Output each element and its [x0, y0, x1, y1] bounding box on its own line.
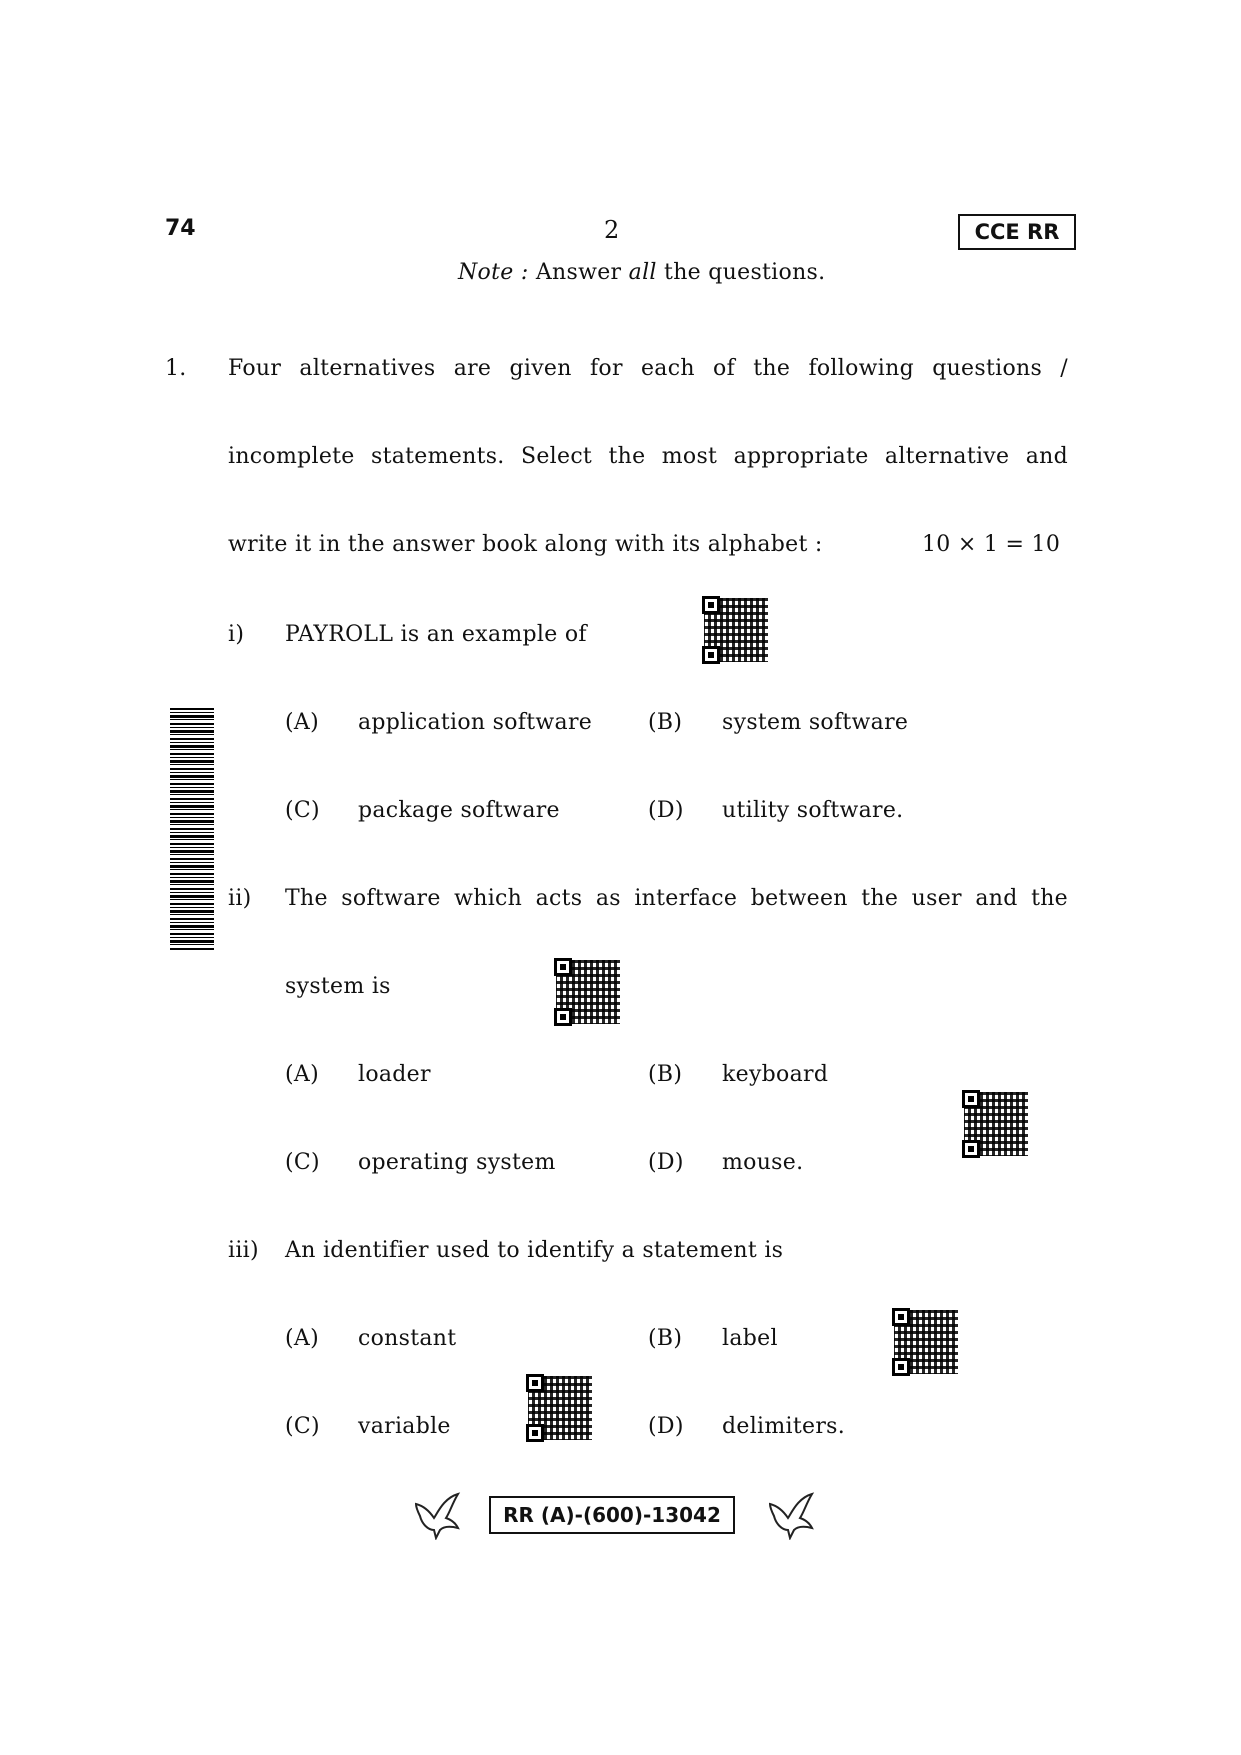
option-text: utility software. [722, 798, 904, 823]
qr-code-icon [554, 958, 622, 1026]
option-label: (A) [285, 1326, 319, 1351]
subq-1-text: PAYROLL is an example of [285, 622, 587, 647]
note-label: Note : [458, 260, 529, 285]
option-label: (D) [648, 1414, 684, 1439]
option-text: delimiters. [722, 1414, 846, 1439]
paper-code: 74 [165, 216, 196, 241]
instruction-line-1: Four alternatives are given for each of the following questions / [228, 356, 1068, 381]
option-label: (C) [285, 1414, 320, 1439]
qr-code-icon [702, 596, 770, 664]
dove-icon [766, 1490, 816, 1540]
option-label: (A) [285, 710, 319, 735]
question-number: 1. [165, 356, 187, 381]
option-label: (B) [648, 710, 683, 735]
subq-2-number: ii) [228, 886, 252, 911]
option-text: label [722, 1326, 778, 1351]
instruction-line-3: write it in the answer book along with its alphabet : [228, 532, 823, 557]
note-pre: Answer [528, 260, 629, 285]
option-label: (D) [648, 1150, 684, 1175]
note-emph: all [628, 260, 657, 285]
option-label: (D) [648, 798, 684, 823]
instruction-line-2: incomplete statements. Select the most appropriate alternative and [228, 444, 1068, 469]
subq-3-text: An identifier used to identify a statement is [285, 1238, 784, 1263]
option-label: (B) [648, 1326, 683, 1351]
option-text: package software [358, 798, 560, 823]
option-label: (A) [285, 1062, 319, 1087]
footer-code: RR (A)-(600)-13042 [489, 1496, 735, 1534]
option-text: constant [358, 1326, 457, 1351]
option-label: (C) [285, 1150, 320, 1175]
option-label: (C) [285, 798, 320, 823]
option-label: (B) [648, 1062, 683, 1087]
dove-icon [412, 1490, 462, 1540]
option-text: variable [358, 1414, 451, 1439]
qr-code-icon [892, 1308, 960, 1376]
subq-2-text-cont: system is [285, 974, 391, 999]
subq-3-number: iii) [228, 1238, 259, 1263]
option-text: system software [722, 710, 909, 735]
note [458, 260, 825, 285]
barcode-icon [170, 708, 214, 952]
page-number: 2 [604, 216, 620, 244]
qr-code-icon [526, 1374, 594, 1442]
subq-1-number: i) [228, 622, 245, 647]
option-text: loader [358, 1062, 431, 1087]
qr-code-icon [962, 1090, 1030, 1158]
subq-2-text: The software which acts as interface between the user and the [285, 886, 1068, 911]
marks: 10 × 1 = 10 [922, 532, 1061, 557]
option-text: keyboard [722, 1062, 829, 1087]
option-text: mouse. [722, 1150, 804, 1175]
option-text: application software [358, 710, 593, 735]
option-text: operating system [358, 1150, 556, 1175]
note-post: the questions. [656, 260, 826, 285]
series-badge: CCE RR [958, 214, 1076, 250]
